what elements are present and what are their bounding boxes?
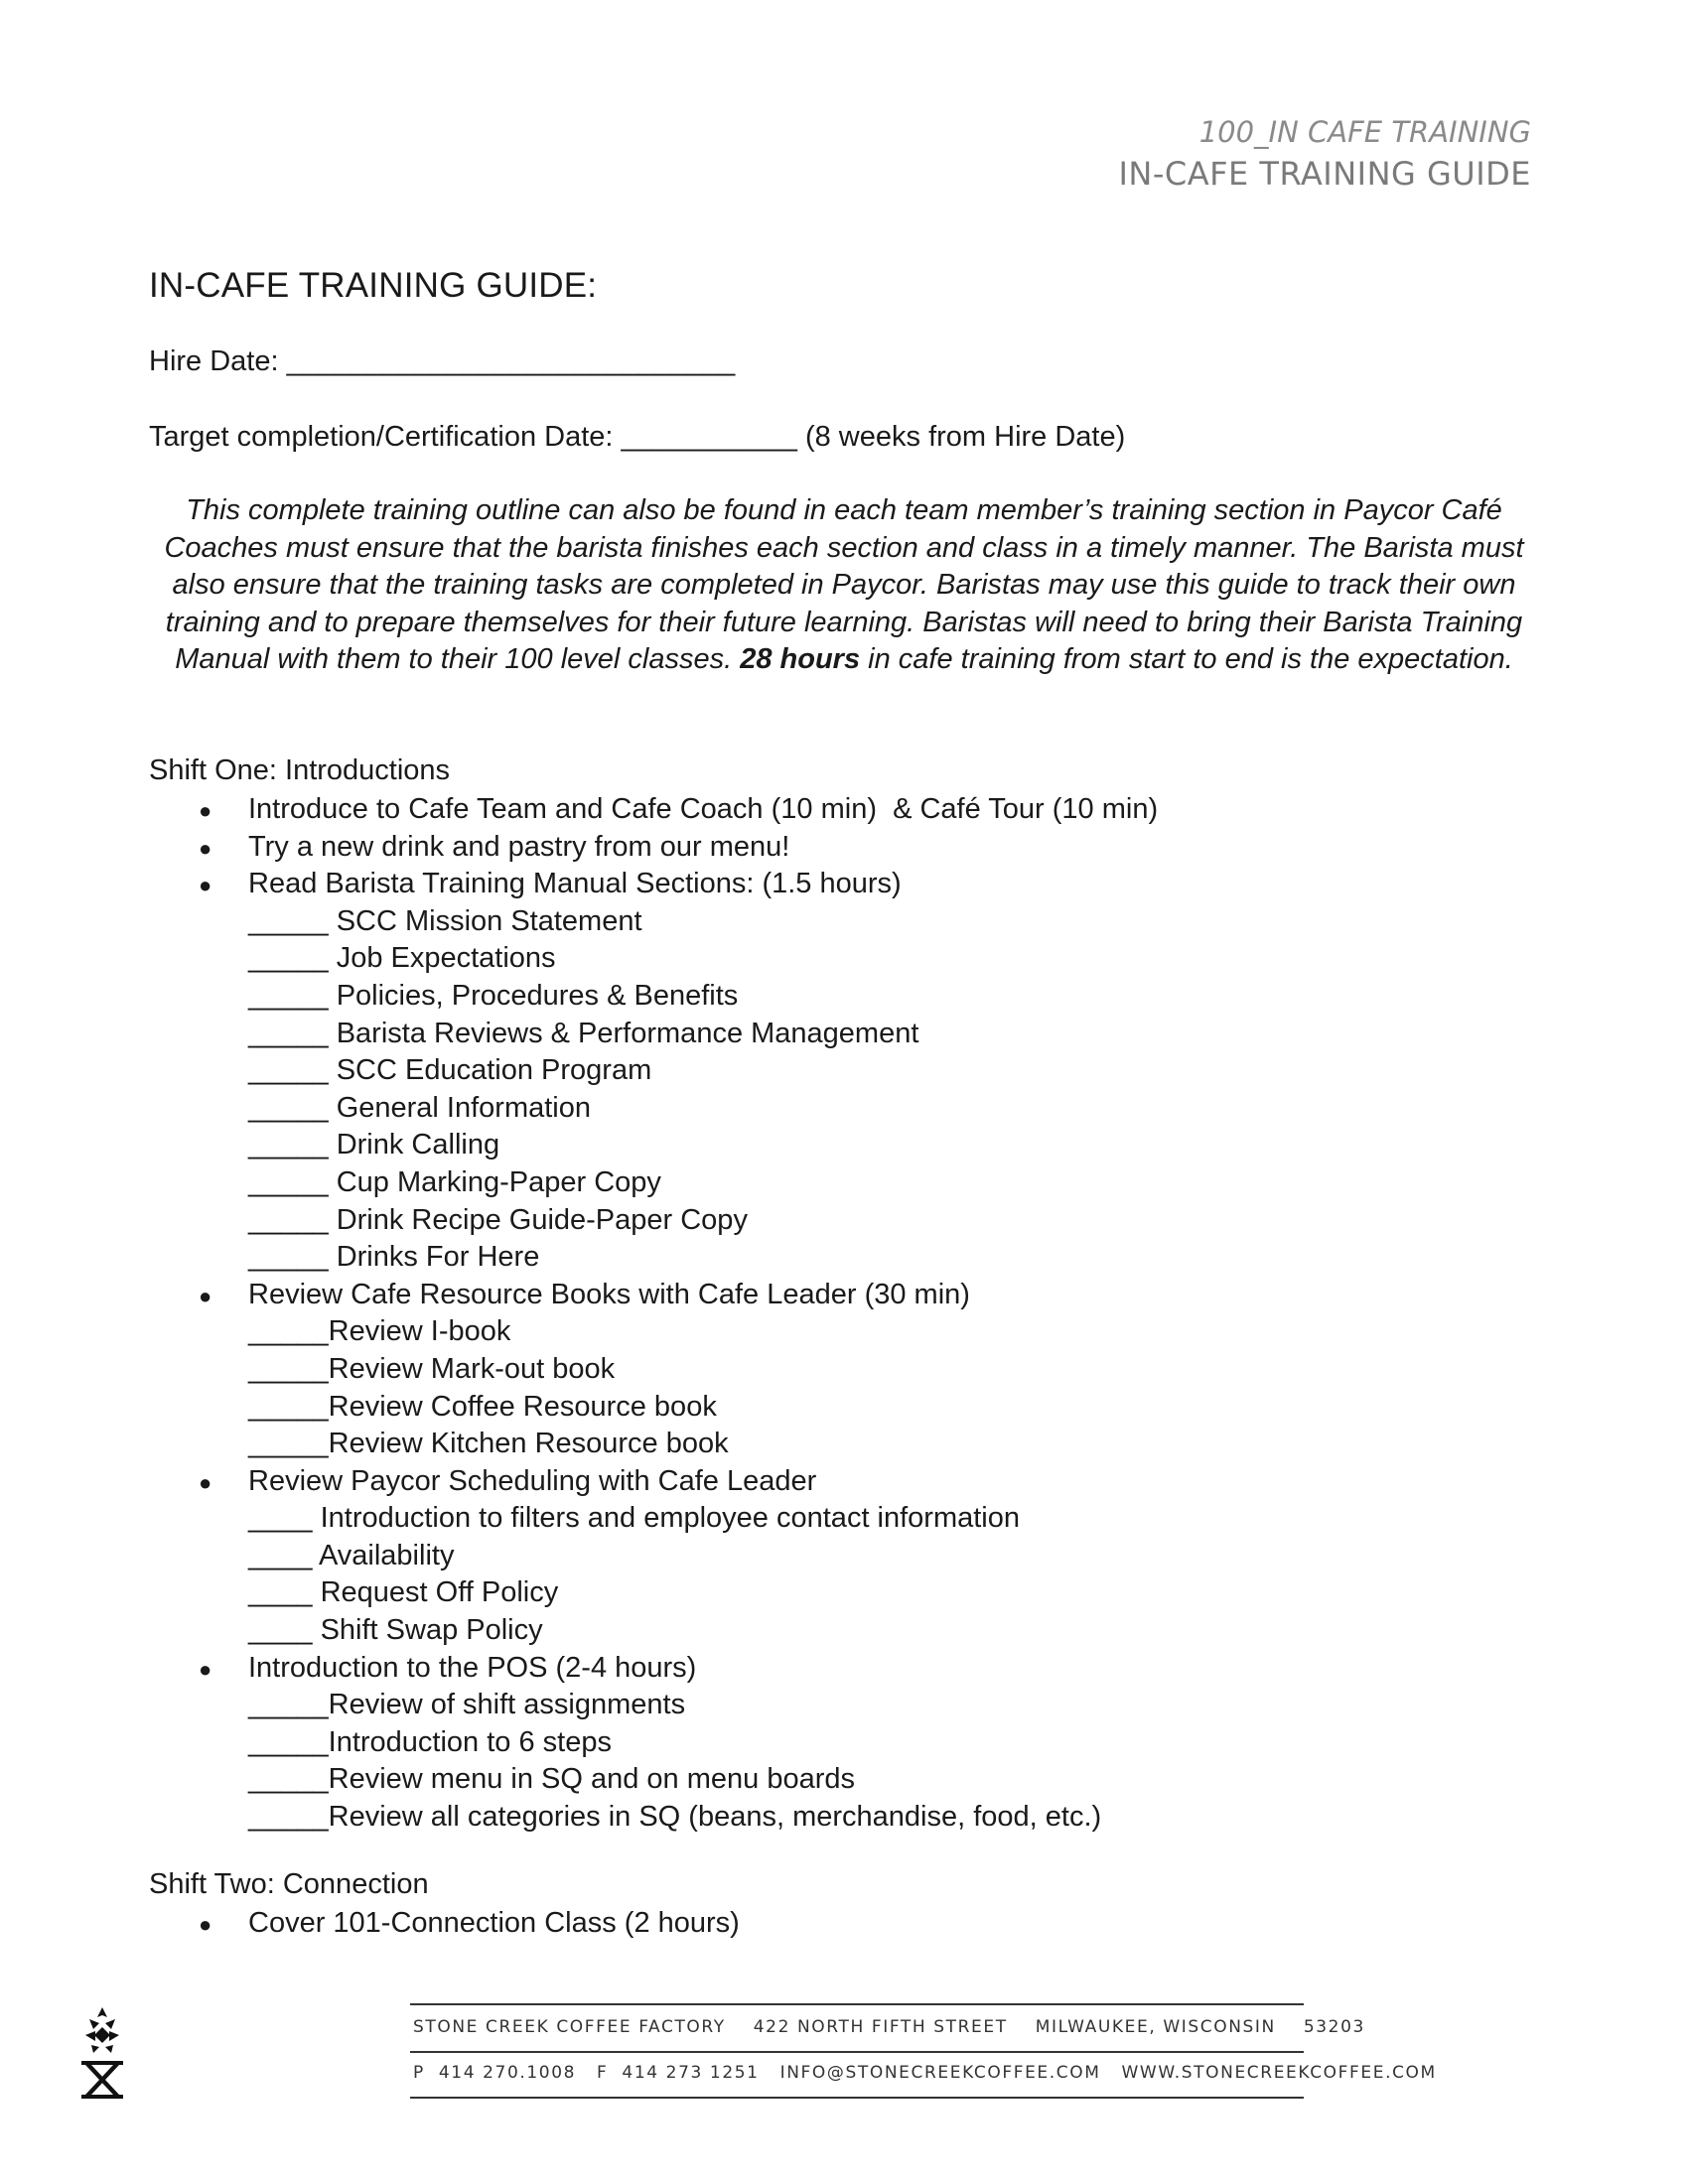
intro-text-start: This complete training outline can also be found in each team member’s training section in Paycor Café Coaches must ensure that the barista finishes each section and class in a timely manner. The Barista must also ensure that the training tasks are completed in Paycor. Baristas may use this guide to track their own training and to prepare themselves for their future learning. Baristas will need to bring their Barista Training Manual with them to their 100 level classes. <box>164 494 1524 675</box>
checklist-item: _____ Drink Calling <box>248 1129 500 1161</box>
shift-two-list <box>149 1905 740 1943</box>
intro-bold-hours: 28 hours <box>740 643 861 675</box>
header-code: 100_IN CAFE TRAINING <box>1198 115 1531 149</box>
checklist-item: _____ SCC Mission Statement <box>248 904 642 937</box>
list-item: ● Review Paycor Scheduling with Cafe Leader <box>149 1463 1158 1501</box>
checklist-item: _____Review menu in SQ and on menu boards <box>248 1763 855 1796</box>
header-title: IN-CAFE TRAINING GUIDE <box>1118 155 1531 193</box>
shift-one-heading: Shift One: Introductions <box>149 754 451 786</box>
footer-rule-middle <box>410 2051 1304 2053</box>
document-title: IN-CAFE TRAINING GUIDE: <box>149 266 598 305</box>
checklist-item: _____ Cup Marking-Paper Copy <box>248 1165 661 1198</box>
list-item: ● Introduction to the POS (2-4 hours) <box>149 1650 1158 1688</box>
checklist-item: _____ Barista Reviews & Performance Management <box>248 1017 919 1049</box>
intro-text-end: in cafe training from start to end is the expectation. <box>860 643 1513 675</box>
footer-address: STONE CREEK COFFEE FACTORY 422 NORTH FIFTH STREET MILWAUKEE, WISCONSIN 53203 <box>413 2017 1365 2037</box>
target-date-field: Target completion/Certification Date: ___________ (8 weeks from Hire Date) <box>149 421 1126 453</box>
shift-one-list <box>149 791 1158 1837</box>
footer-rule-top <box>410 2003 1304 2005</box>
checklist-item: _____ Job Expectations <box>248 942 556 975</box>
checklist-item: ____ Introduction to filters and employee contact information <box>248 1502 1021 1535</box>
checklist-item: _____ Drink Recipe Guide-Paper Copy <box>248 1203 748 1236</box>
list-item: ● Try a new drink and pastry from our menu! <box>149 829 1158 867</box>
hire-date-field: Hire Date: ____________________________ <box>149 345 736 377</box>
list-item: ● Introduce to Cafe Team and Cafe Coach (10 min) & Café Tour (10 min) <box>149 791 1158 829</box>
checklist-item: _____Review I-book <box>248 1315 511 1348</box>
checklist-item: _____ Drinks For Here <box>248 1241 540 1274</box>
checklist-item: _____ General Information <box>248 1091 591 1124</box>
checklist-item: _____Introduction to 6 steps <box>248 1725 612 1758</box>
checklist-item: _____Review Coffee Resource book <box>248 1390 717 1423</box>
checklist-item: _____Review all categories in SQ (beans, merchandise, food, etc.) <box>248 1801 1102 1834</box>
checklist-item: _____Review of shift assignments <box>248 1689 686 1721</box>
stone-creek-logo-icon <box>79 2005 125 2101</box>
list-item: ● Review Cafe Resource Books with Cafe Leader (30 min) <box>149 1277 1158 1314</box>
list-item: ● Read Barista Training Manual Sections: (1.5 hours) <box>149 866 1158 903</box>
checklist-item: ____ Request Off Policy <box>248 1576 559 1609</box>
checklist-item: _____Review Mark-out book <box>248 1352 616 1385</box>
intro-paragraph <box>149 492 1539 679</box>
checklist-item: ____ Availability <box>248 1539 455 1571</box>
footer-contact: P 414 270.1008 F 414 273 1251 INFO@STONECREEKCOFFEE.COM WWW.STONECREEKCOFFEE.COM <box>413 2063 1437 2083</box>
shift-two-heading: Shift Two: Connection <box>149 1868 429 1900</box>
list-item: ● Cover 101-Connection Class (2 hours) <box>149 1905 740 1943</box>
checklist-item: _____ Policies, Procedures & Benefits <box>248 979 739 1012</box>
footer-rule-bottom <box>410 2097 1304 2099</box>
checklist-item: ____ Shift Swap Policy <box>248 1614 543 1647</box>
checklist-item: _____ SCC Education Program <box>248 1054 652 1087</box>
checklist-item: _____Review Kitchen Resource book <box>248 1428 729 1460</box>
